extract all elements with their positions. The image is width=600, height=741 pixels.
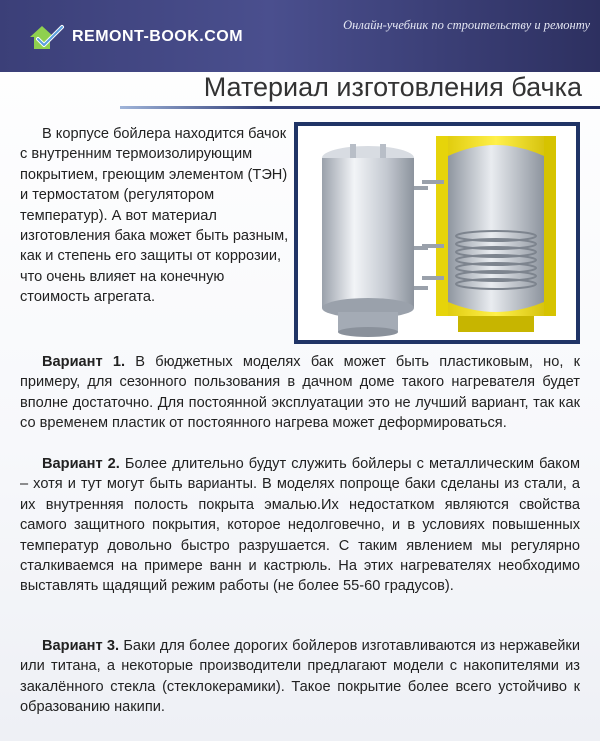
page-title: Материал изготовления бачка <box>203 72 582 102</box>
intro-text: В корпусе бойлера находится бачок с внутренним термоизолирующим покрытием, греющим элементом (ТЭН) и термостатом (регулятором температур). А вот материал изготовления бака может быть разным, как и степень его защиты от коррозии, что очень влияет на конечную стоимость агрегата. <box>20 126 289 306</box>
house-check-icon <box>28 23 66 51</box>
variant-1-label: Вариант 1. <box>42 354 126 370</box>
variant-2-label: Вариант 2. <box>42 456 120 472</box>
title-underline <box>120 106 600 109</box>
site-tagline: Онлайн-учебник по строительству и ремонту <box>343 18 590 32</box>
variant-3-paragraph <box>20 636 580 718</box>
site-header <box>0 0 600 72</box>
variant-1-paragraph <box>20 352 580 434</box>
variant-2-paragraph <box>20 454 580 597</box>
logo-text: REMONT-BOOK.COM <box>72 28 244 45</box>
cutaway-boiler-tank <box>422 136 556 332</box>
intro-paragraph <box>20 124 290 308</box>
site-logo[interactable] <box>28 22 243 52</box>
boiler-illustration-svg <box>298 126 576 340</box>
variant-3-text: Баки для более дорогих бойлеров изготавливаются из нержавейки или титана, а некоторые производители предлагают модели с накопителями из закалённого стекла (стеклокерамики). Такое покрытие более всего устойчиво к образованию накипи. <box>20 638 580 716</box>
boiler-cutaway-illustration <box>294 122 580 344</box>
variant-1-text: В бюджетных моделях бак может быть пластиковым, но, к примеру, для сезонного пользования в дачном доме такого нагревателя будет вполне достаточно. Для постоянной эксплуатации это не лучший вариант, так как со временем пластик от постоянного нагрева может деформироваться. <box>20 354 580 432</box>
variant-2-text: Более длительно будут служить бойлеры с металлическим баком – хотя и тут могут быть варианты. В моделях попроще баки сделаны из стали, а их внутренняя полость покрыта эмалью.Их недостатком являются свойства самого защитного покрытия, которое недолговечно, и в условиях повышенных температур довольно быстро разрушается. С таким явлением мы регулярно сталкиваемся на примере ванн и кастрюль. На этих нагревателях необходимо выставлять щадящий режим работы (не более 55-60 градусов). <box>20 456 580 595</box>
closed-boiler-tank <box>322 144 428 337</box>
variant-3-label: Вариант 3. <box>42 638 120 654</box>
page-title-block <box>120 68 600 112</box>
